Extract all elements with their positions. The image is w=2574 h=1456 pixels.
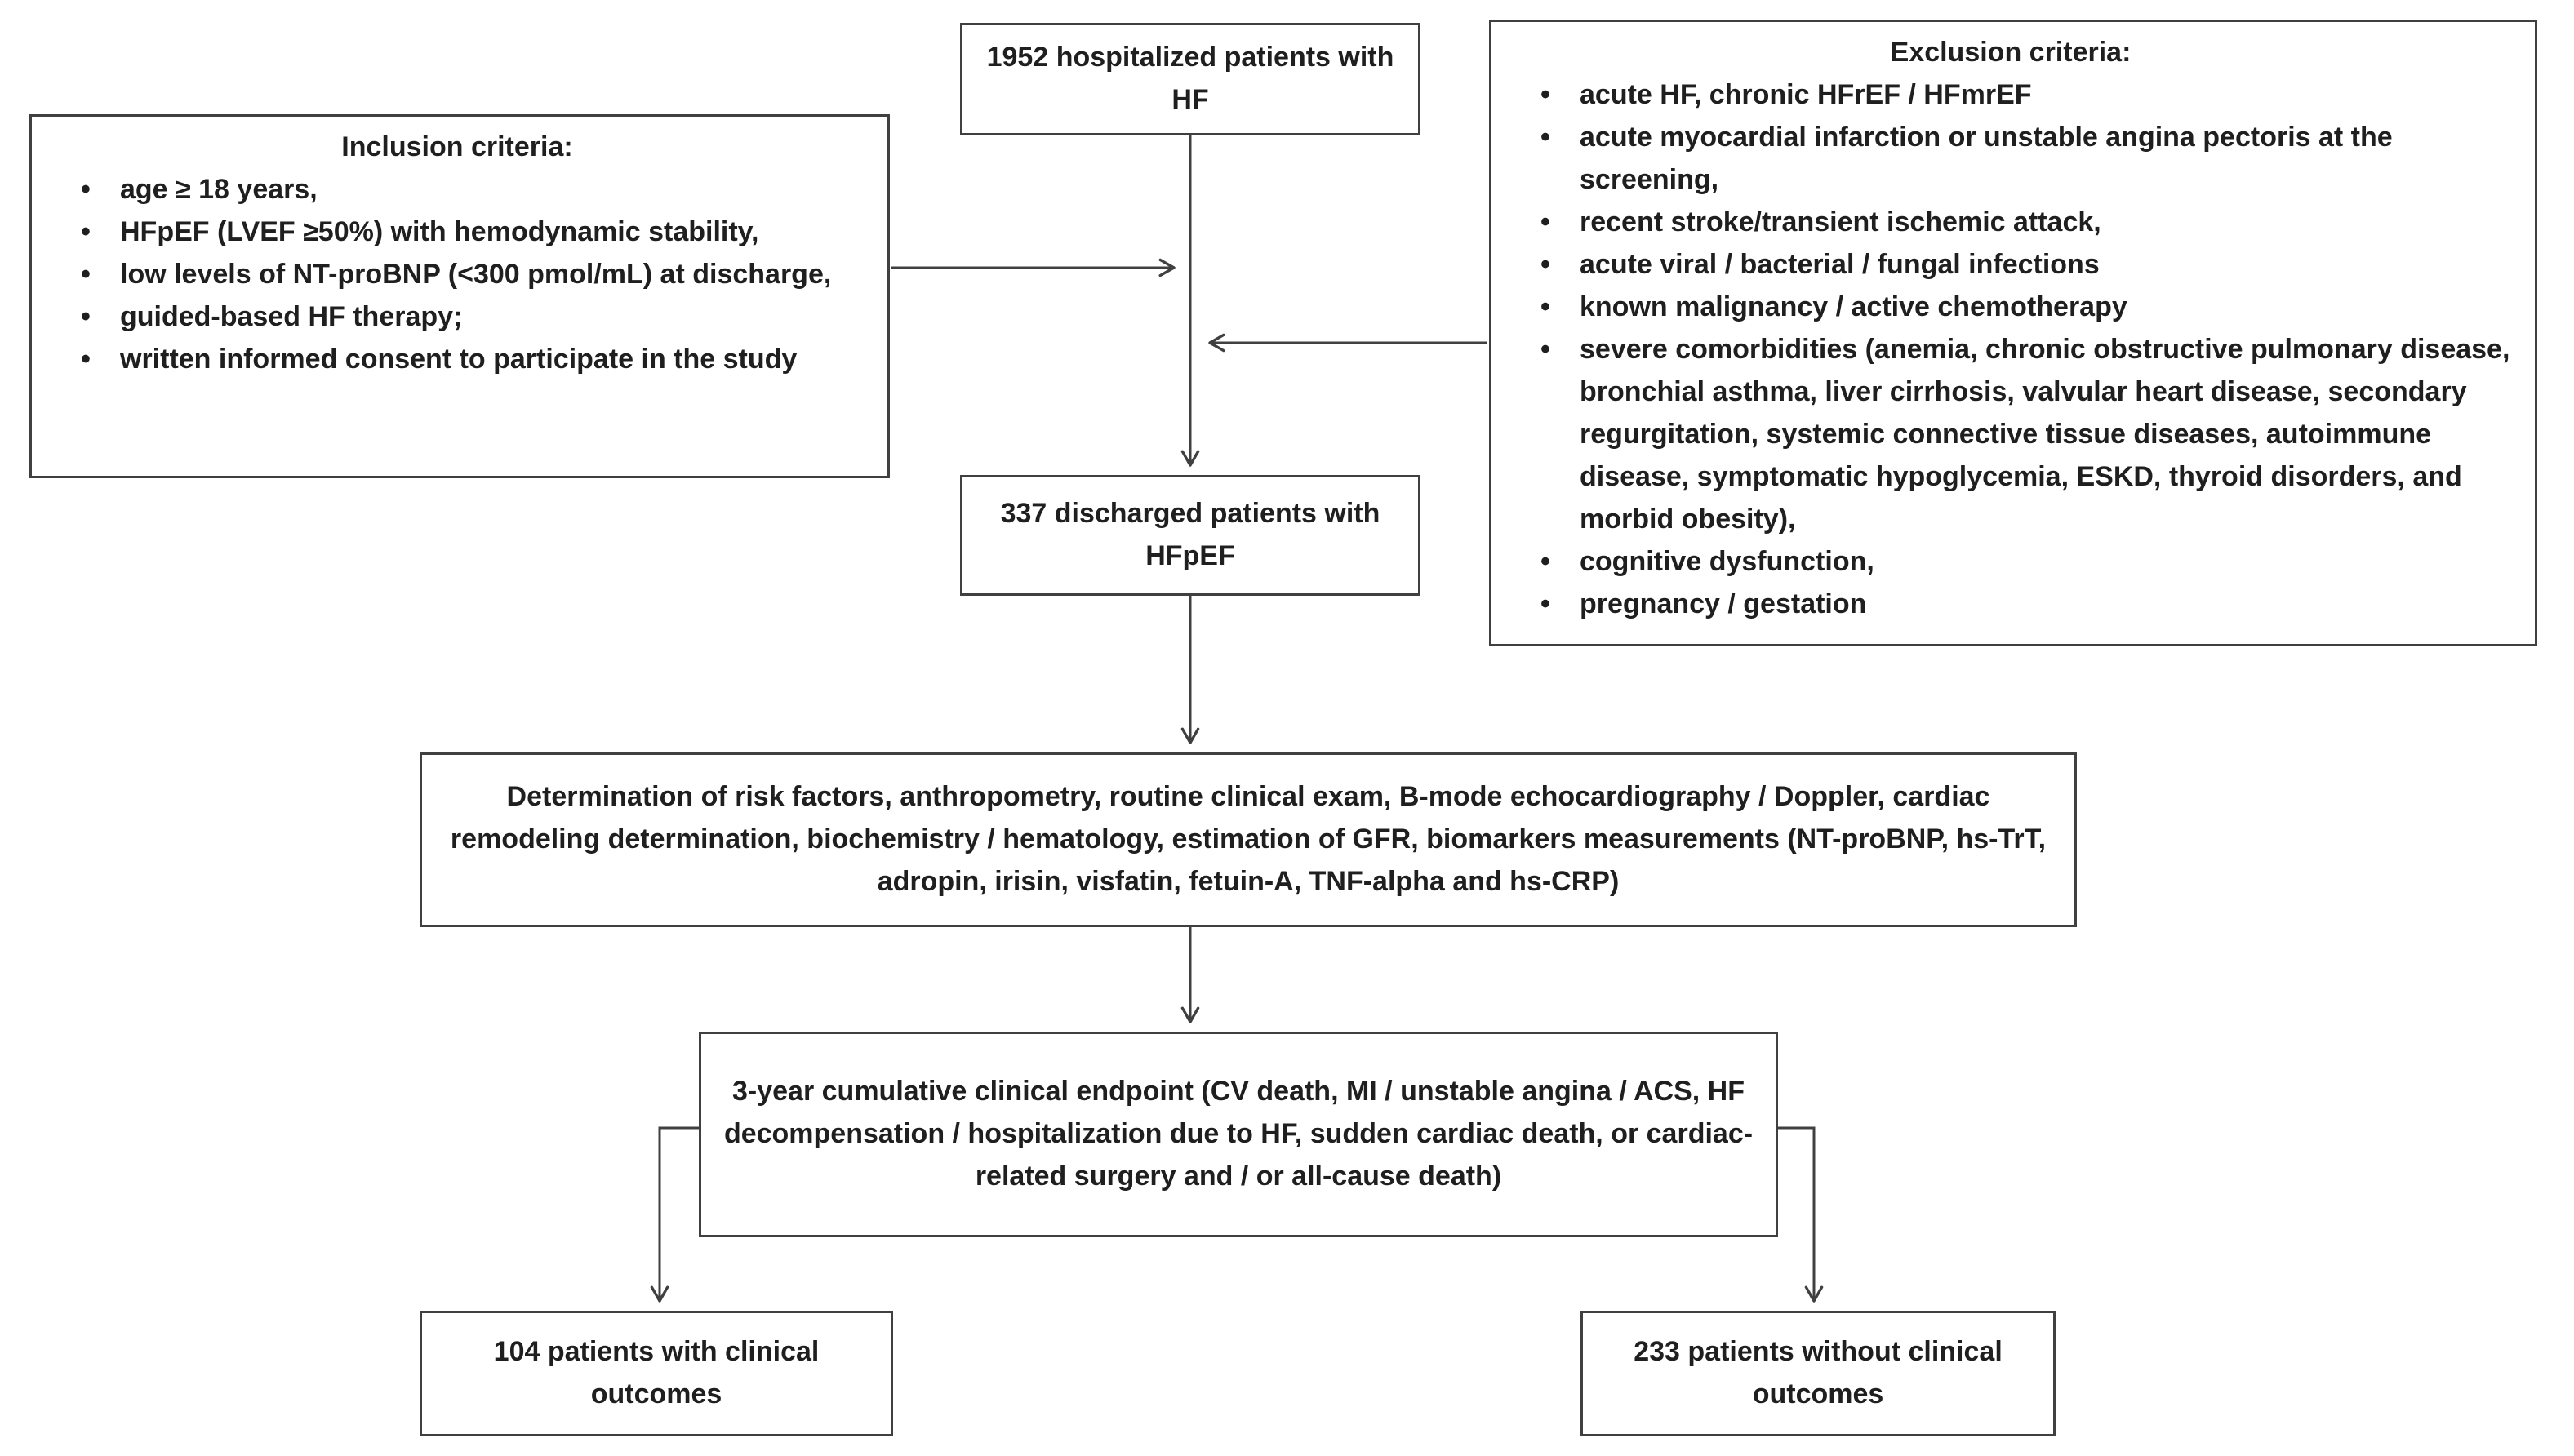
- discharged-patients-text: 337 discharged patients with HFpEF: [1000, 498, 1380, 571]
- exclusion-item: • cognitive dysfunction,: [1529, 540, 2515, 583]
- exclusion-item: • pregnancy / gestation: [1529, 583, 2515, 625]
- box-workup-determination: [420, 752, 2077, 927]
- workup-determination-text: Determination of risk factors, anthropometry, routine clinical exam, B-mode echocardiography / Doppler, cardiac remodeling determination, biochemistry / hematology, estimation of GFR, biomarkers measurements (NT-proBNP, hs-TrT, adropin, irisin, visfatin, fetuin-A, TNF-alpha and hs-CRP): [450, 781, 2047, 897]
- box-exclusion-criteria: [1489, 20, 2537, 646]
- inclusion-criteria-title: Inclusion criteria:: [341, 131, 573, 162]
- box-patients-with-outcomes: [420, 1311, 893, 1436]
- exclusion-criteria-list: [1506, 73, 2515, 625]
- exclusion-item: • acute HF, chronic HFrEF / HFmrEF: [1529, 73, 2515, 116]
- inclusion-item: • HFpEF (LVEF ≥50%) with hemodynamic stability,: [69, 211, 868, 253]
- exclusion-item: • acute viral / bacterial / fungal infections: [1529, 243, 2515, 286]
- exclusion-item: • known malignancy / active chemotherapy: [1529, 286, 2515, 328]
- inclusion-item: • guided-based HF therapy;: [69, 295, 868, 338]
- exclusion-item: • recent stroke/transient ischemic attack,: [1529, 201, 2515, 243]
- clinical-endpoint-text: 3-year cumulative clinical endpoint (CV death, MI / unstable angina / ACS, HF decompensation / hospitalization due to HF, sudden cardiac death, or cardiac-related surgery and / or all-cause death): [723, 1076, 1754, 1192]
- patients-without-outcomes-text: 233 patients without clinical outcomes: [1634, 1336, 2003, 1409]
- exclusion-item: • severe comorbidities (anemia, chronic obstructive pulmonary disease, bronchial asthma, liver cirrhosis, valvular heart disease, secondary regurgitation, systemic connective tissue diseases, autoimmune disease, symptomatic hypoglycemia, ESKD, thyroid disorders, and morbid obesity),: [1529, 328, 2515, 540]
- arrow-endpoint-to-without-outcomes: [1778, 1128, 1814, 1301]
- box-hospitalized-patients: [960, 23, 1420, 135]
- patients-with-outcomes-text: 104 patients with clinical outcomes: [493, 1336, 820, 1409]
- inclusion-item: • low levels of NT-proBNP (<300 pmol/mL) at discharge,: [69, 253, 868, 295]
- hospitalized-patients-text: 1952 hospitalized patients with HF: [986, 42, 1394, 115]
- inclusion-item: • written informed consent to participate in the study: [69, 338, 868, 380]
- box-discharged-patients: [960, 475, 1420, 596]
- box-inclusion-criteria: [29, 114, 890, 478]
- inclusion-criteria-list: [47, 168, 868, 380]
- exclusion-criteria-title: Exclusion criteria:: [1890, 37, 2132, 68]
- box-patients-without-outcomes: [1580, 1311, 2056, 1436]
- box-clinical-endpoint: [699, 1032, 1778, 1237]
- exclusion-item: • acute myocardial infarction or unstable angina pectoris at the screening,: [1529, 116, 2515, 201]
- inclusion-item: • age ≥ 18 years,: [69, 168, 868, 211]
- arrow-endpoint-to-with-outcomes: [660, 1128, 699, 1301]
